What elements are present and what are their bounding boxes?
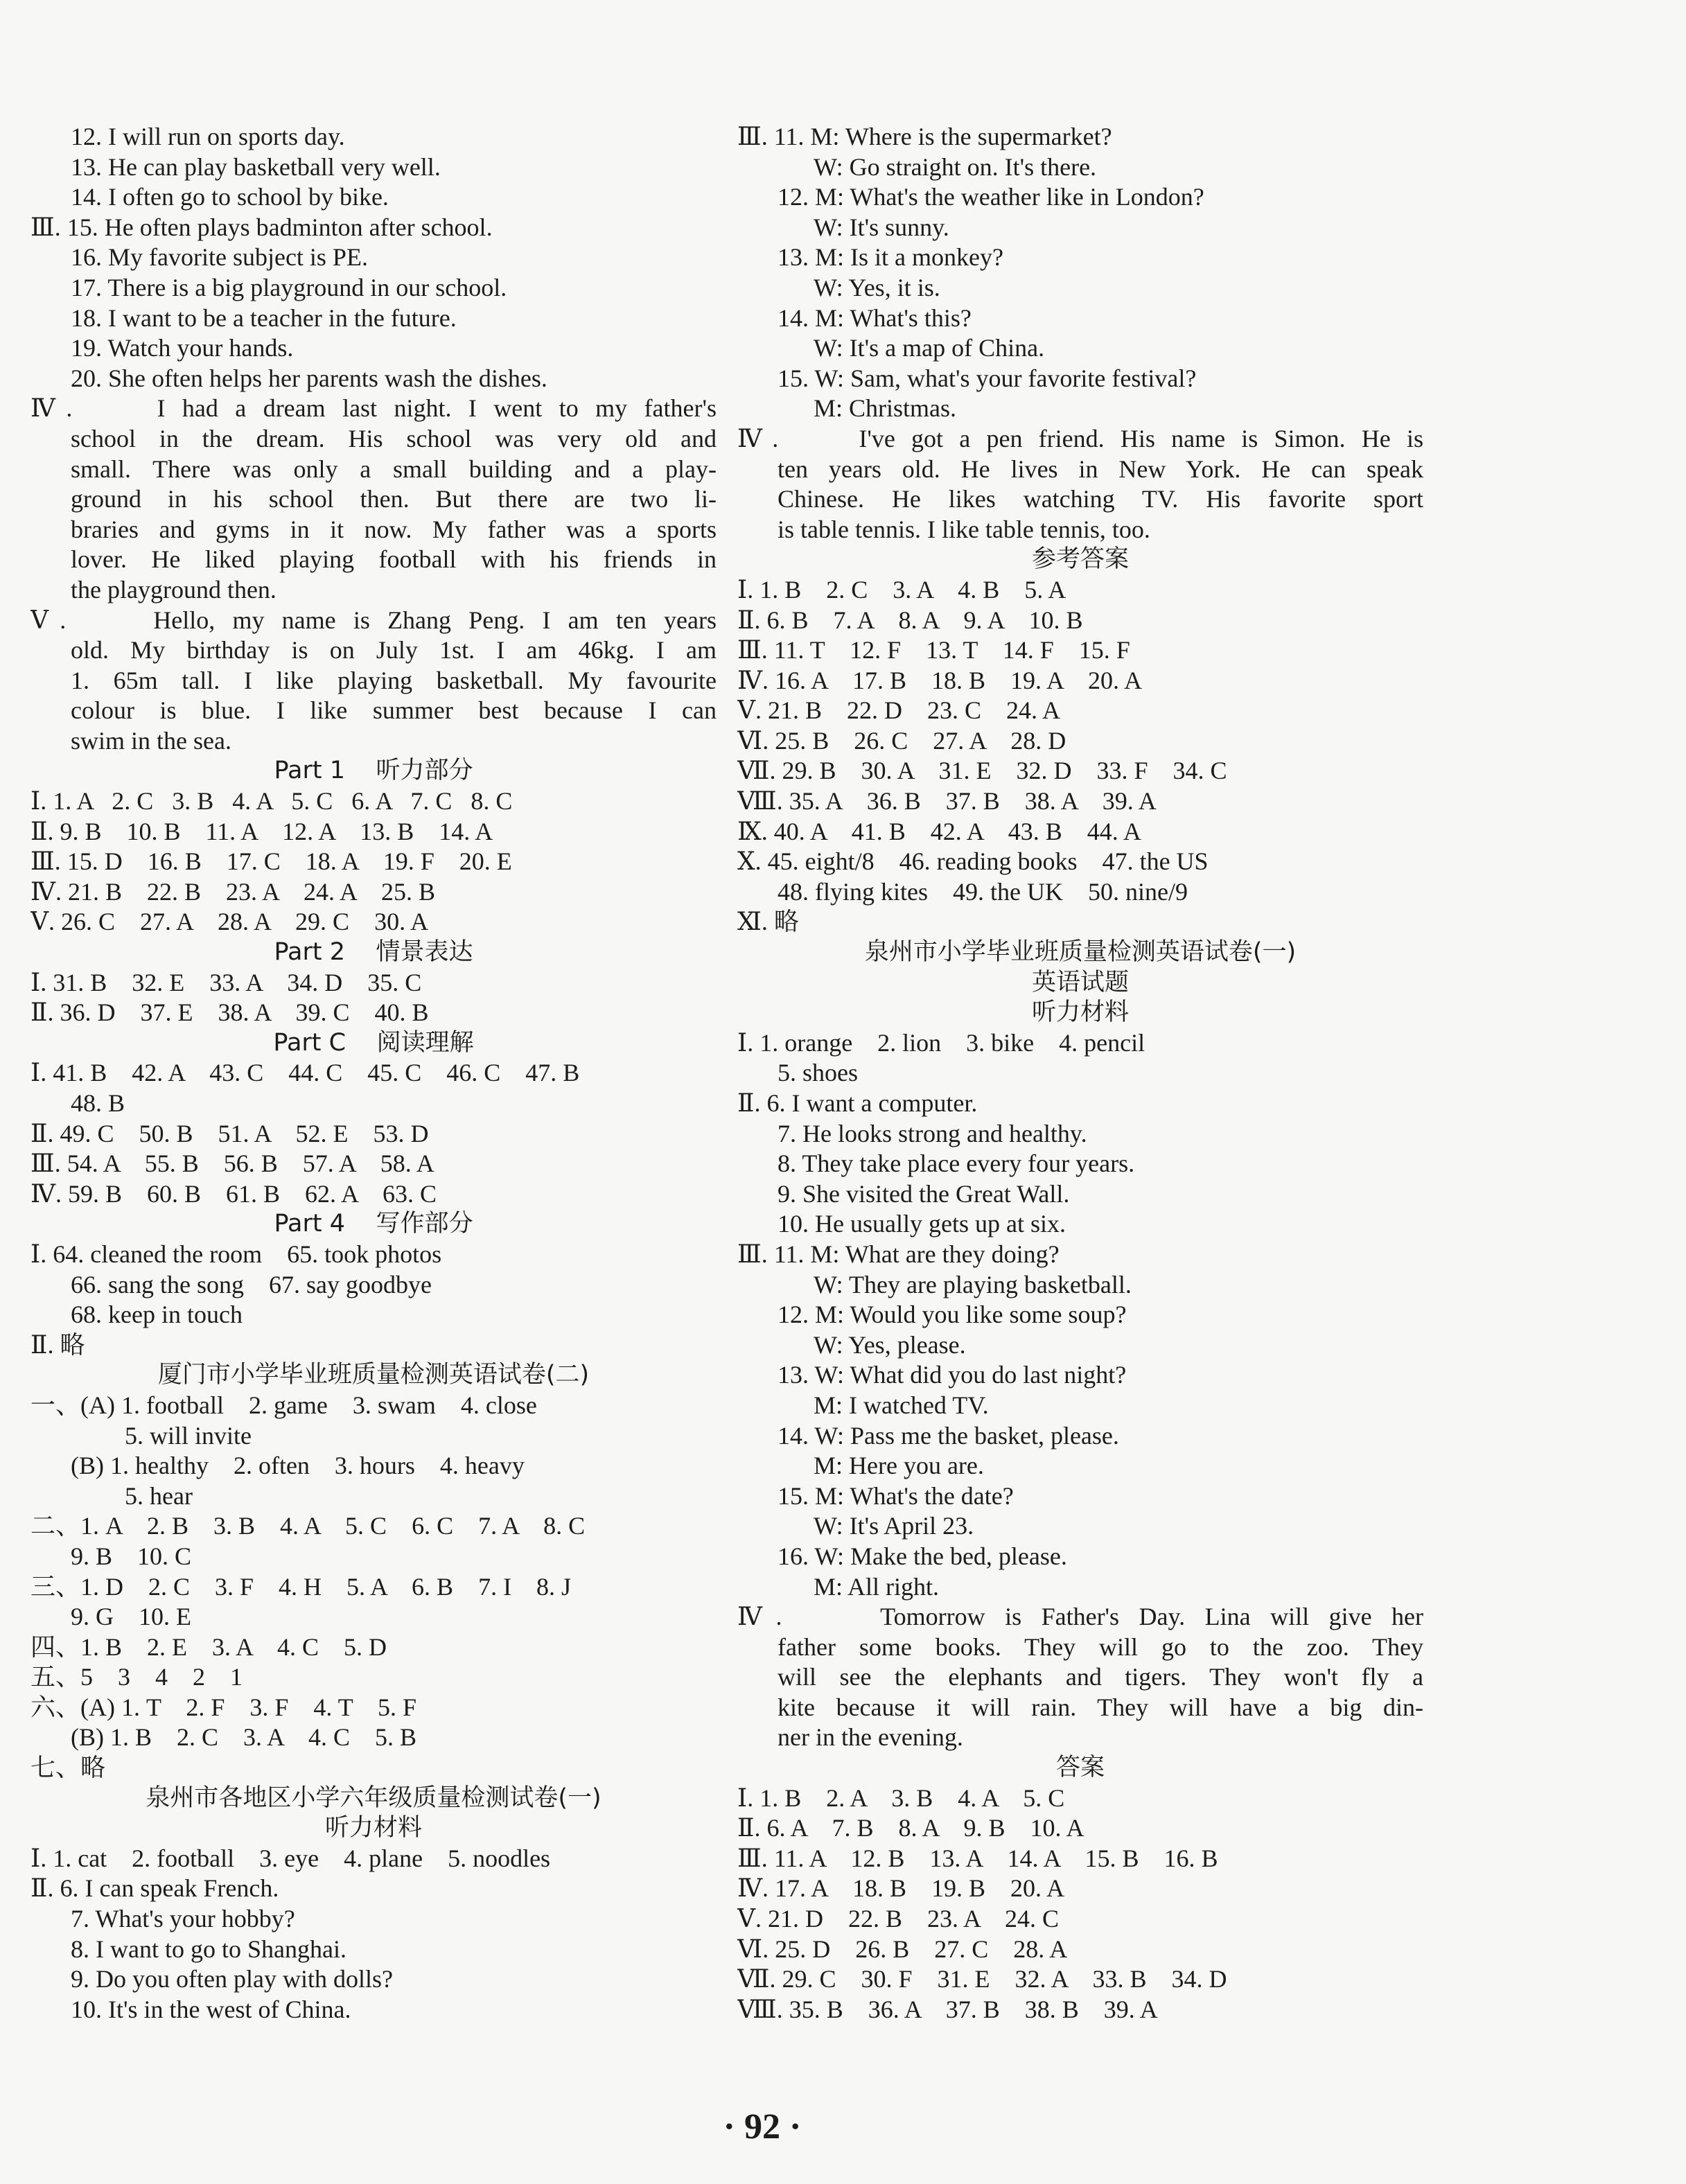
section-heading: Part C 阅读理解 — [273, 1028, 474, 1057]
text-line: Ⅰ. 41. B 42. A 43. C 44. C 45. C 46. C 47. B — [30, 1059, 580, 1087]
text-line: lover. He liked playing football with his friends in — [71, 545, 717, 574]
text-line: Ⅳ. 17. A 18. B 19. B 20. A — [737, 1874, 1065, 1903]
text-line: Ⅴ. 21. B 22. D 23. C 24. A — [737, 696, 1061, 725]
text-line: 68. keep in touch — [71, 1301, 243, 1329]
text-line: M: All right. — [814, 1572, 940, 1601]
text-line: W: It's April 23. — [814, 1512, 974, 1540]
text-line: father some books. They will go to the zoo. They — [778, 1632, 1423, 1661]
section-heading: Part 4 写作部分 — [274, 1210, 473, 1238]
text-line: M: Here you are. — [814, 1452, 984, 1480]
section-heading: 泉州市各地区小学六年级质量检测试卷(一) — [146, 1784, 601, 1812]
text-line: Ⅳ. Tomorrow is Father's Day. Lina will give her — [737, 1603, 1423, 1631]
text-line: (B) 1. healthy 2. often 3. hours 4. heavy — [71, 1452, 525, 1480]
text-line: 8. They take place every four years. — [778, 1150, 1135, 1178]
text-line: 14. I often go to school by bike. — [71, 183, 389, 211]
text-line: 15. W: Sam, what's your favorite festival? — [778, 364, 1197, 392]
text-line: 10. It's in the west of China. — [71, 1995, 351, 2023]
text-line: Ⅳ. I've got a pen friend. His name is Simon. He is — [737, 424, 1423, 452]
text-line: Ⅴ. 26. C 27. A 28. A 29. C 30. A — [30, 908, 429, 936]
text-line: Ⅲ. 11. A 12. B 13. A 14. A 15. B 16. B — [737, 1844, 1218, 1872]
text-line: 48. B — [71, 1089, 125, 1117]
text-line: 12. M: What's the weather like in London? — [778, 183, 1204, 211]
text-line: swim in the sea. — [71, 726, 231, 755]
text-line: Ⅰ. 1. A 2. C 3. B 4. A 5. C 6. A 7. C 8. C — [30, 787, 513, 816]
text-line: 二、1. A 2. B 3. B 4. A 5. C 6. C 7. A 8. C — [30, 1512, 586, 1540]
text-line: 10. He usually gets up at six. — [778, 1210, 1066, 1238]
text-line: Ⅹ. 45. eight/8 46. reading books 47. the US — [737, 847, 1209, 876]
text-line: 四、1. B 2. E 3. A 4. C 5. D — [30, 1632, 387, 1661]
text-line: 7. What's your hobby? — [71, 1905, 295, 1933]
text-line: Ⅰ. 1. B 2. A 3. B 4. A 5. C — [737, 1784, 1065, 1812]
text-line: 七、略 — [30, 1754, 106, 1782]
text-line: 六、(A) 1. T 2. F 3. F 4. T 5. F — [30, 1693, 417, 1721]
text-line: Ⅱ. 6. A 7. B 8. A 9. B 10. A — [737, 1814, 1085, 1842]
section-heading: 参考答案 — [1031, 545, 1129, 574]
text-line: Ⅰ. 31. B 32. E 33. A 34. D 35. C — [30, 968, 422, 996]
text-line: 17. There is a big playground in our school. — [71, 273, 507, 301]
text-line: Ⅱ. 6. I want a computer. — [737, 1089, 978, 1117]
text-line: 14. M: What's this? — [778, 303, 972, 332]
text-line: Ⅺ. 略 — [737, 908, 799, 936]
text-line: small. There was only a small building and a play- — [71, 455, 717, 483]
text-line: 13. M: Is it a monkey? — [778, 243, 1003, 272]
text-line: Ⅷ. 35. A 36. B 37. B 38. A 39. A — [737, 787, 1157, 816]
text-line: the playground then. — [71, 575, 276, 604]
section-heading: 英语试题 — [1031, 968, 1129, 996]
text-line: Ⅱ. 略 — [30, 1330, 85, 1359]
text-line: Ⅸ. 40. A 41. B 42. A 43. B 44. A — [737, 817, 1141, 845]
text-line: Ⅱ. 9. B 10. B 11. A 12. A 13. B 14. A — [30, 817, 493, 845]
text-line: ner in the evening. — [778, 1723, 963, 1752]
text-line: W: They are playing basketball. — [814, 1270, 1132, 1298]
text-line: Ⅴ. 21. D 22. B 23. A 24. C — [737, 1905, 1060, 1933]
text-line: Ⅷ. 35. B 36. A 37. B 38. B 39. A — [737, 1995, 1158, 2023]
text-line: Ⅲ. 11. T 12. F 13. T 14. F 15. F — [737, 636, 1130, 664]
text-line: Ⅳ. 21. B 22. B 23. A 24. A 25. B — [30, 877, 436, 906]
text-line: kite because it will rain. They will have a big din- — [778, 1693, 1423, 1721]
text-line: 13. W: What did you do last night? — [778, 1361, 1127, 1389]
text-line: 66. sang the song 67. say goodbye — [71, 1270, 432, 1298]
text-line: 9. G 10. E — [71, 1603, 191, 1631]
text-line: W: Go straight on. It's there. — [814, 152, 1097, 181]
text-line: ground in his school then. But there are two li- — [71, 485, 717, 513]
text-line: will see the elephants and tigers. They won't fly a — [778, 1663, 1423, 1691]
text-line: W: Yes, please. — [814, 1330, 966, 1359]
text-line: braries and gyms in it now. My father was a sports — [71, 515, 717, 543]
section-heading: Part 2 情景表达 — [274, 938, 473, 967]
text-line: W: Yes, it is. — [814, 273, 940, 301]
text-line: 15. M: What's the date? — [778, 1481, 1014, 1510]
text-line: W: It's a map of China. — [814, 334, 1045, 362]
text-line: 13. He can play basketball very well. — [71, 152, 441, 181]
text-line: 16. W: Make the bed, please. — [778, 1542, 1067, 1570]
text-line: school in the dream. His school was very old and — [71, 424, 717, 452]
text-line: Ⅴ. Hello, my name is Zhang Peng. I am ten years — [30, 606, 717, 634]
text-line: 5. shoes — [778, 1059, 858, 1087]
text-line: 48. flying kites 49. the UK 50. nine/9 — [778, 877, 1188, 906]
text-line: Ⅵ. 25. B 26. C 27. A 28. D — [737, 726, 1066, 755]
text-line: Ⅶ. 29. B 30. A 31. E 32. D 33. F 34. C — [737, 757, 1227, 785]
text-line: Ⅰ. 1. cat 2. football 3. eye 4. plane 5. noodles — [30, 1844, 551, 1872]
text-line: ten years old. He lives in New York. He can speak — [778, 455, 1423, 483]
text-line: 三、1. D 2. C 3. F 4. H 5. A 6. B 7. I 8. J — [30, 1572, 572, 1601]
text-line: Ⅳ. I had a dream last night. I went to my father's — [30, 394, 717, 423]
text-line: Ⅱ. 36. D 37. E 38. A 39. C 40. B — [30, 998, 429, 1027]
text-line: 14. W: Pass me the basket, please. — [778, 1421, 1119, 1450]
text-line: Chinese. He likes watching TV. His favorite sport — [778, 485, 1423, 513]
text-line: Ⅳ. 16. A 17. B 18. B 19. A 20. A — [737, 666, 1143, 694]
text-line: Ⅲ. 11. M: What are they doing? — [737, 1240, 1060, 1268]
text-line: Ⅲ. 15. He often plays badminton after school. — [30, 213, 493, 241]
text-line: Ⅲ. 54. A 55. B 56. B 57. A 58. A — [30, 1150, 434, 1178]
section-heading: 听力材料 — [1031, 998, 1129, 1027]
text-line: Ⅰ. 1. B 2. C 3. A 4. B 5. A — [737, 575, 1066, 604]
text-line: 18. I want to be a teacher in the future. — [71, 303, 457, 332]
text-line: 一、(A) 1. football 2. game 3. swam 4. close — [30, 1391, 537, 1419]
text-line: Ⅱ. 49. C 50. B 51. A 52. E 53. D — [30, 1119, 429, 1147]
text-line: 19. Watch your hands. — [71, 334, 294, 362]
text-line: colour is blue. I like summer best because I can — [71, 696, 717, 725]
text-line: Ⅱ. 6. B 7. A 8. A 9. A 10. B — [737, 606, 1083, 634]
text-line: Ⅲ. 15. D 16. B 17. C 18. A 19. F 20. E — [30, 847, 512, 876]
text-line: Ⅲ. 11. M: Where is the supermarket? — [737, 123, 1112, 150]
text-line: W: It's sunny. — [814, 213, 949, 241]
section-heading: 厦门市小学毕业班质量检测英语试卷(二) — [157, 1361, 590, 1389]
text-line: Ⅱ. 6. I can speak French. — [30, 1874, 279, 1903]
text-line: 1. 65m tall. I like playing basketball. My favourite — [71, 666, 717, 694]
text-line: Ⅰ. 64. cleaned the room 65. took photos — [30, 1240, 442, 1268]
text-line: 20. She often helps her parents wash the dishes. — [71, 364, 547, 392]
text-line: 9. Do you often play with dolls? — [71, 1965, 393, 1993]
text-line: 5. hear — [125, 1481, 193, 1510]
text-line: Ⅶ. 29. C 30. F 31. E 32. A 33. B 34. D — [737, 1965, 1227, 1993]
text-line: 7. He looks strong and healthy. — [778, 1119, 1087, 1147]
text-line: (B) 1. B 2. C 3. A 4. C 5. B — [71, 1723, 417, 1752]
text-line: 12. M: Would you like some soup? — [778, 1301, 1127, 1329]
text-line: M: I watched TV. — [814, 1391, 989, 1419]
text-line: 12. I will run on sports day. — [71, 123, 345, 150]
text-line: 9. She visited the Great Wall. — [778, 1179, 1070, 1208]
text-line: 五、5 3 4 2 1 — [30, 1663, 243, 1691]
text-line: M: Christmas. — [814, 394, 957, 423]
text-line: 5. will invite — [125, 1421, 252, 1450]
section-heading: 泉州市小学毕业班质量检测英语试卷(一) — [864, 938, 1297, 967]
text-line: old. My birthday is on July 1st. I am 46kg. I am — [71, 636, 717, 664]
text-line: 8. I want to go to Shanghai. — [71, 1935, 346, 1963]
right-column — [737, 122, 1423, 2025]
text-line: Ⅰ. 1. orange 2. lion 3. bike 4. pencil — [737, 1028, 1145, 1057]
text-line: Ⅳ. 59. B 60. B 61. B 62. A 63. C — [30, 1179, 437, 1208]
left-column — [30, 122, 717, 2025]
text-line: 16. My favorite subject is PE. — [71, 243, 368, 272]
section-heading: 答案 — [1055, 1754, 1105, 1782]
text-line: is table tennis. I like table tennis, too. — [778, 515, 1150, 543]
section-heading: Part 1 听力部分 — [274, 757, 473, 785]
page-number: · 92 · — [723, 2107, 802, 2147]
section-heading: 听力材料 — [324, 1814, 422, 1842]
text-line: 9. B 10. C — [71, 1542, 192, 1570]
text-line: Ⅵ. 25. D 26. B 27. C 28. A — [737, 1935, 1068, 1963]
